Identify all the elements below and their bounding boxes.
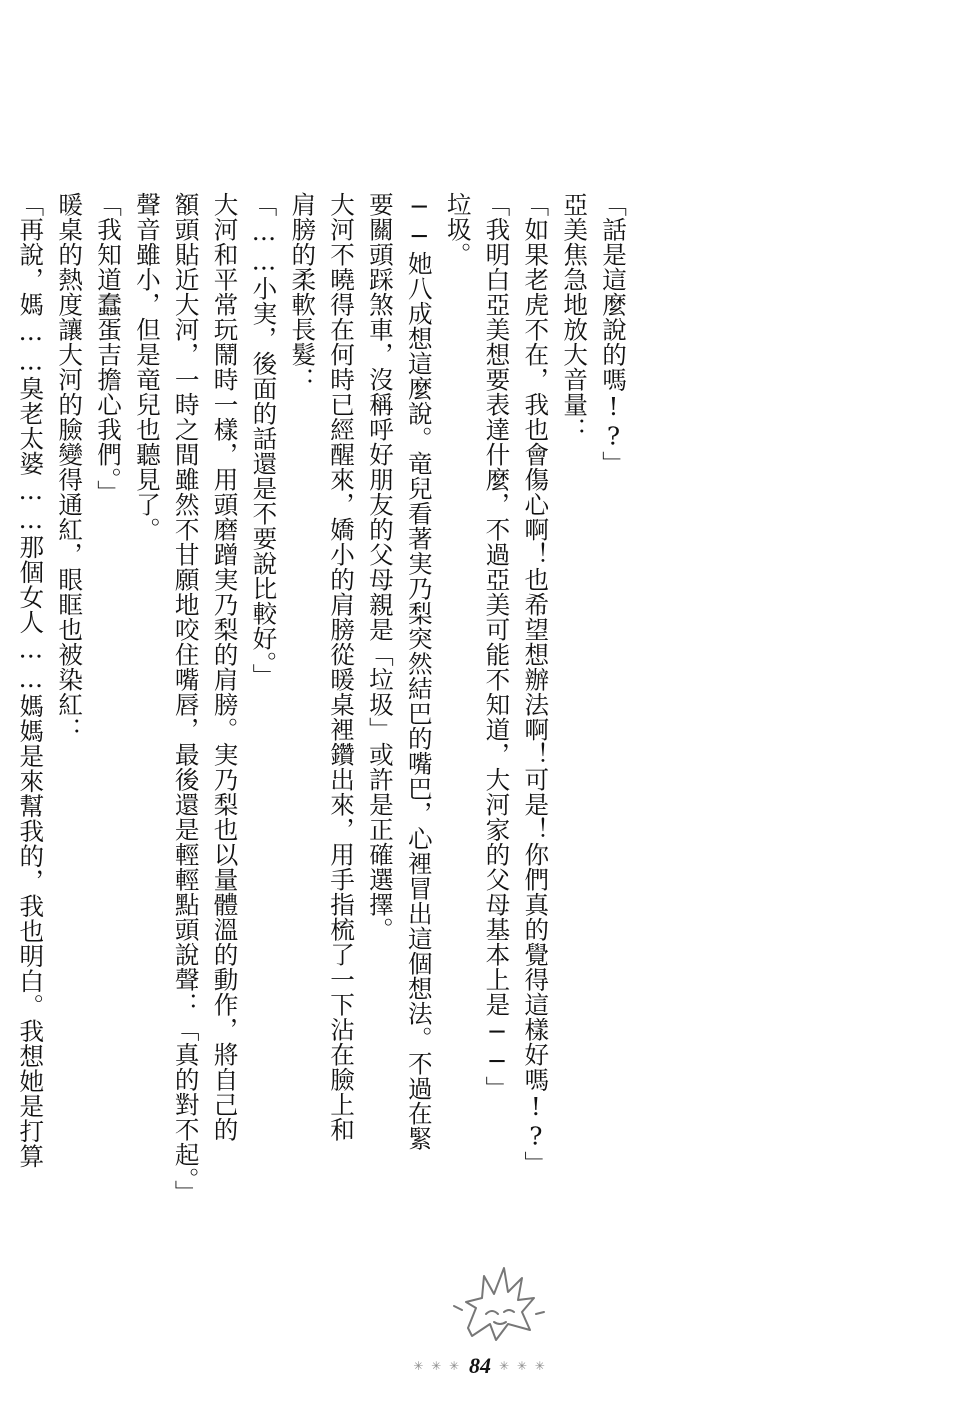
tiger-mascot-icon — [448, 1258, 548, 1348]
text-line-5: 垃圾。 — [443, 192, 473, 267]
text-line-13: 聲音雖小，但是竜兒也聽見了。 — [132, 192, 162, 542]
text-line-7: 要關頭踩煞車，沒稱呼好朋友的父母親是「垃圾」或許是正確選擇。 — [365, 192, 395, 942]
footer-stars-left: ✳ ✳ ✳ — [413, 1359, 461, 1373]
vertical-text-body — [16, 192, 632, 1252]
text-line-10: 「……小実，後面的話還是不要說比較好。」 — [249, 192, 279, 689]
text-line-3: 「如果老虎不在，我也會傷心啊！也希望想辦法啊！可是！你們真的覺得這樣好嗎!?」 — [521, 192, 551, 1176]
text-line-12: 額頭貼近大河，一時之間雖然不甘願地咬住嘴唇，最後還是輕輕點頭說聲：「真的對不起。」 — [171, 192, 201, 1205]
text-line-11: 大河和平常玩鬧時一樣，用頭磨蹭実乃梨的肩膀。実乃梨也以量體溫的動作，將自己的 — [210, 192, 240, 1142]
text-line-15: 暖桌的熱度讓大河的臉變得通紅，眼眶也被染紅： — [55, 192, 85, 742]
text-line-9: 肩膀的柔軟長髮： — [288, 192, 318, 392]
text-line-4: 「我明白亞美想要表達什麼，不過亞美可能不知道，大河家的父母基本上是──」 — [482, 192, 512, 1101]
page-footer — [380, 1346, 580, 1386]
text-line-6: ──她八成想這麼說。竜兒看著実乃梨突然結巴的嘴巴，心裡冒出這個想法。不過在緊 — [404, 192, 434, 1151]
footer-stars-right: ✳ ✳ ✳ — [499, 1359, 547, 1373]
page-number: 84 — [469, 1353, 491, 1378]
text-line-16: 「再說，媽……臭老太婆……那個女人……媽媽是來幫我的，我也明白。我想她是打算 — [16, 192, 46, 1169]
text-line-2: 亞美焦急地放大音量： — [560, 192, 590, 442]
text-line-14: 「我知道蠢蛋吉擔心我們。」 — [94, 192, 124, 505]
text-line-1: 「話是這麼說的嗎!?」 — [599, 192, 628, 476]
text-line-8: 大河不曉得在何時已經醒來，嬌小的肩膀從暖桌裡鑽出來，用手指梳了一下沾在臉上和 — [327, 192, 357, 1142]
